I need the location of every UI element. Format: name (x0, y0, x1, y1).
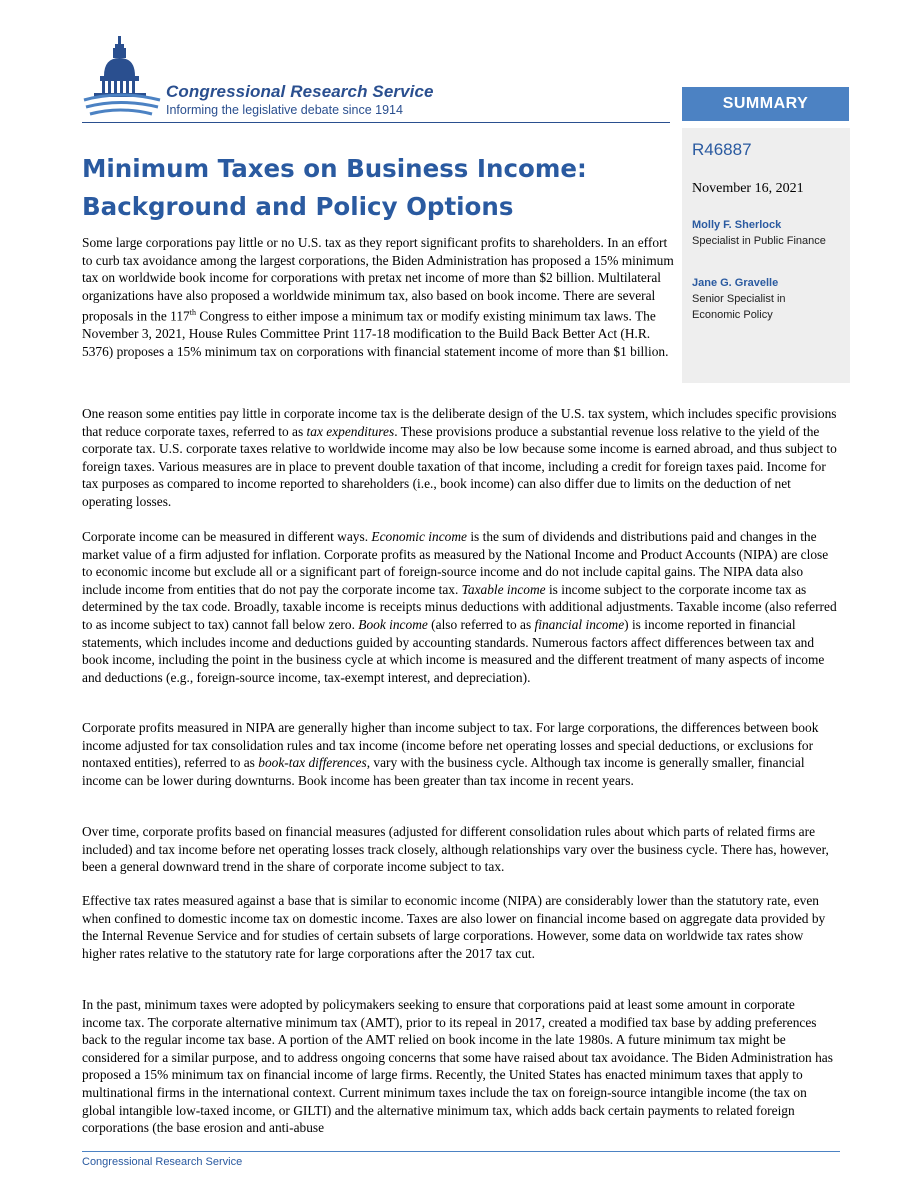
org-tagline: Informing the legislative debate since 1914 (166, 103, 403, 117)
text: Corporate income can be measured in different ways. (82, 529, 372, 544)
header-divider (82, 122, 670, 123)
summary-label: SUMMARY (682, 87, 849, 121)
author-title: Specialist in Public Finance (692, 235, 826, 247)
footer-divider (82, 1151, 840, 1152)
text: One reason some entities pay little in corporate income tax is the deliberate design of the U.S. tax system, which includes specific provisions that reduce corporate taxes, referred to as (82, 406, 837, 439)
paragraph-5: Effective tax rates measured against a base that is similar to economic income (NIPA) are considerably lower than the statutory rate, even when confined to domestic income tax on domestic income. Taxes are also lower on financial income based on aggregate data provided by the Internal Revenue Service and for studies of certain subsets of large corporations. However, some data on worldwide tax rates show higher rates relative to the statutory rate for large corporations after the 2017 tax cut. (82, 893, 826, 961)
text: , vary with the business cycle. Although tax income is generally smaller, financial income can be lower during downturns. Book income has been greater than tax income in recent years. (82, 755, 805, 788)
title-line-1: Minimum Taxes on Business Income: (82, 154, 587, 183)
author-title: Senior Specialist in Economic Policy (692, 293, 786, 321)
italic-term: Economic income (371, 529, 467, 544)
text: ) is income reported in financial statements, which includes income and deductions guided by accounting standards. Numerous factors affect differences between tax and book income, including the point in the business cycle at which income is measured and the different treatment of many aspects of income and deductions (e.g., foreign-source income, tax-exempt interest, and depreciation). (82, 616, 825, 685)
paragraph-6: In the past, minimum taxes were adopted by policymakers seeking to ensure that corporations paid at least some amount in corporate income tax. The corporate alternative minimum tax (AMT), prior to its repeal in 2017, created a modified tax base by adding preferences back to the regular income tax base. A portion of the AMT relied on book income in the late 1980s. A future minimum tax might be considered for a similar purpose, and to address ongoing concerns that some have raised about tax avoidance. The Biden Administration has proposed a 15% minimum tax on financial income of large firms. Recently, the United States has enacted minimum taxes that apply to multinational firms in the international context. Current minimum taxes include the tax on foreign-source intangible income (the tax on global intangible low-taxed income, or GILTI) and the alternative minimum tax, which adds back certain payments to related foreign corporations (the base erosion and anti-abuse (82, 997, 833, 1136)
italic-term: Taxable income (461, 581, 546, 597)
author-1 (692, 217, 826, 249)
report-date: November 16, 2021 (692, 181, 804, 196)
text: Corporate profits measured in NIPA are generally higher than income subject to tax. For large corporations, the differences between book income adjusted for tax consolidation rules and tax income (income before net operating losses and special deductions, or exclusions for nontaxed entities), referred to as (82, 720, 819, 771)
title-line-2: Background and Policy Options (82, 192, 514, 221)
text: is income subject to the corporate income tax as determined by the tax code. Broadly, taxable income is receipts minus deductions with additional adjustments. Taxable income (also referred to as income subject to tax) cannot fall below zero. (82, 581, 837, 632)
intro-text-1: Some large corporations pay little or no U.S. tax as they report significant profits to shareholders. In an effort to curb tax avoidance among the largest corporations, the Biden Administration has proposed a 15% minimum tax on worldwide book income for corporations with pretax net income of more than $2 billion. Multilateral organizations have also proposed a worldwide minimum tax, also based on book income. There are several proposals in the 117 (82, 235, 674, 324)
author-name: Molly F. Sherlock (692, 219, 782, 231)
ordinal-superscript: th (189, 308, 196, 318)
report-number: R46887 (692, 140, 752, 159)
text: . These provisions produce a substantial revenue loss relative to the yield of the corporate tax. U.S. corporate taxes relative to worldwide income may also be low because some income is earned abroad, and thus subject to foreign taxes. Various measures are in place to prevent double taxation of that income, including a credit for foreign taxes paid. Income for tax purposes as compared to income reported to shareholders (i.e., book income) can also differ due to limits on the deduction of net operating losses. (82, 423, 837, 509)
paragraph-1 (82, 405, 837, 511)
italic-term: book-tax differences (258, 755, 367, 771)
text: is the sum of dividends and distributions paid and changes in the market value of a firm adjusted for inflation. Corporate profits as measured by the National Income and Product Accounts (NIPA) are close to economic income but exclude all or a significant part of foreign-source income and do not include capital gains. The NIPA data also include income from entities that do not pay the corporate income tax. (82, 529, 829, 597)
italic-term: financial income (534, 616, 625, 632)
italic-term: tax expenditures (306, 423, 395, 439)
intro-paragraph (82, 234, 676, 361)
summary-panel (682, 128, 850, 383)
paragraph-2 (82, 528, 837, 686)
text: (also referred to as (427, 616, 535, 632)
footer-org: Congressional Research Service (82, 1156, 243, 1168)
italic-term: Book income (358, 616, 428, 632)
paragraph-3 (82, 719, 837, 789)
author-2 (692, 275, 842, 323)
paragraph-4: Over time, corporate profits based on financial measures (adjusted for different consolidation rules about which parts of related firms are included) and tax income before net operating losses track closely, although relationships vary over the business cycle. There has, however, been a general downward trend in the share of corporate income subject to tax. (82, 824, 829, 875)
author-name: Jane G. Gravelle (692, 277, 779, 289)
crs-logo (82, 34, 672, 126)
org-name: Congressional Research Service (166, 82, 434, 101)
capitol-dome-icon (82, 34, 162, 122)
intro-text-2: Congress to either impose a minimum tax or modify existing minimum tax laws. The November 3, 2021, House Rules Committee Print 117-18 modification to the Build Back Better Act (H.R. 5376) proposes a 15% minimum tax on corporations with financial statement income of more than $1 billion. (82, 308, 669, 360)
page-title (82, 150, 672, 226)
